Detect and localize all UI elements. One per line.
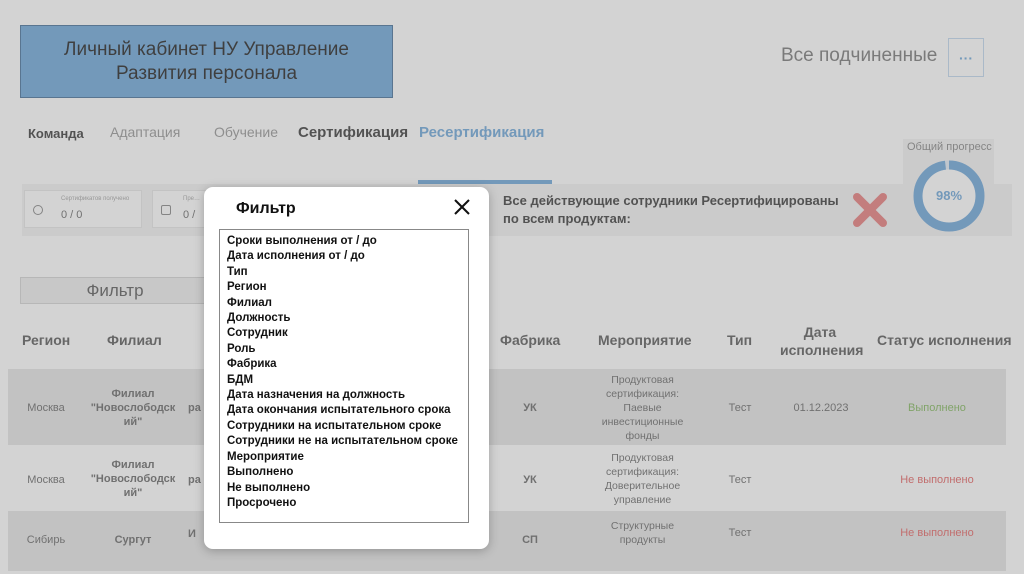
recertification-status-text: Все действующие сотрудники Ресертифицированы по всем продуктам: bbox=[503, 193, 839, 226]
cell-factory: СП bbox=[522, 534, 538, 546]
filter-option[interactable]: Роль bbox=[227, 342, 256, 355]
tab-certification[interactable]: Сертификация bbox=[298, 124, 409, 141]
cell-branch: Сургут bbox=[114, 534, 152, 546]
cell-date: 01.12.2023 bbox=[793, 402, 849, 414]
filter-option[interactable]: Выполнено bbox=[227, 466, 294, 479]
filter-option[interactable]: Сотрудники на испытательном сроке bbox=[227, 419, 442, 432]
cell-region: Сибирь bbox=[26, 534, 66, 546]
stat-value: 0 / bbox=[183, 209, 196, 221]
filter-option[interactable]: Дата окончания испытательного срока bbox=[227, 404, 451, 417]
stat-label: Сертификатов получено bbox=[61, 196, 130, 202]
cell-branch: Филиал "Новослободск ий" bbox=[90, 388, 176, 428]
filter-option[interactable]: Должность bbox=[227, 312, 291, 325]
column-header-status[interactable]: Статус исполнения bbox=[877, 332, 1012, 348]
tab-team[interactable]: Команда bbox=[28, 126, 84, 141]
filter-option[interactable]: Дата исполнения от / до bbox=[227, 250, 365, 263]
more-options-button[interactable]: ··· bbox=[948, 38, 984, 77]
filter-option[interactable]: Дата назначения на должность bbox=[227, 389, 406, 402]
cell-truncated: И bbox=[188, 528, 196, 540]
column-header-branch[interactable]: Филиал bbox=[107, 332, 162, 348]
filter-option[interactable]: Регион bbox=[227, 281, 267, 294]
stat-label: Пре… bbox=[183, 196, 200, 202]
cell-status: Не выполнено bbox=[900, 527, 974, 539]
cell-status: Выполнено bbox=[908, 402, 966, 414]
tab-learning[interactable]: Обучение bbox=[214, 124, 279, 140]
cell-region: Москва bbox=[27, 474, 65, 486]
filter-option[interactable]: БДМ bbox=[227, 373, 254, 386]
cell-event: Продуктовая сертификация: Паевые инвестиционные фонды bbox=[601, 374, 684, 442]
filter-options-list bbox=[219, 229, 469, 523]
filter-option[interactable]: Филиал bbox=[227, 296, 272, 309]
cell-type: Тест bbox=[728, 474, 752, 486]
column-header-date[interactable]: Дата исполнения bbox=[780, 324, 864, 358]
filter-option[interactable]: Мероприятие bbox=[227, 450, 304, 463]
column-header-event[interactable]: Мероприятие bbox=[598, 332, 692, 348]
filter-option[interactable]: Сотрудник bbox=[227, 327, 288, 340]
filter-option[interactable]: Просрочено bbox=[227, 496, 297, 509]
filter-option[interactable]: Тип bbox=[227, 265, 248, 278]
filter-dialog-title: Фильтр bbox=[236, 200, 296, 217]
filter-dialog bbox=[204, 187, 489, 549]
cell-truncated: ра bbox=[188, 474, 201, 486]
filter-option[interactable]: Не выполнено bbox=[227, 481, 311, 494]
progress-label: Общий прогресс bbox=[907, 141, 992, 153]
progress-value: 98% bbox=[935, 188, 963, 203]
cell-factory: УК bbox=[523, 474, 537, 486]
cell-truncated: ра bbox=[188, 402, 201, 414]
filter-option[interactable]: Сотрудники не на испытательном сроке bbox=[227, 435, 458, 448]
filter-button[interactable]: Фильтр bbox=[20, 277, 210, 304]
filter-option[interactable]: Сроки выполнения от / до bbox=[227, 235, 377, 247]
column-header-region[interactable]: Регион bbox=[22, 332, 71, 348]
tab-adaptation[interactable]: Адаптация bbox=[110, 124, 181, 140]
column-header-type[interactable]: Тип bbox=[727, 332, 753, 348]
close-icon[interactable] bbox=[452, 197, 472, 217]
cell-factory: УК bbox=[523, 402, 537, 414]
cell-event: Продуктовая сертификация: Доверительное управление bbox=[604, 452, 681, 506]
cell-branch: Филиал "Новослободск ий" bbox=[90, 459, 176, 499]
cell-type: Тест bbox=[728, 402, 752, 414]
cabinet-title: Личный кабинет НУ Управление Развития персонала bbox=[64, 38, 349, 84]
subordinates-label[interactable]: Все подчиненные bbox=[781, 45, 938, 66]
filter-option[interactable]: Фабрика bbox=[227, 358, 277, 371]
stat-value: 0 / 0 bbox=[61, 209, 83, 221]
cell-region: Москва bbox=[27, 402, 65, 414]
cell-event: Структурные продукты bbox=[610, 520, 675, 546]
cell-status: Не выполнено bbox=[900, 474, 974, 486]
cell-type: Тест bbox=[728, 527, 752, 539]
column-header-factory[interactable]: Фабрика bbox=[500, 332, 561, 348]
tab-recertification[interactable]: Ресертификация bbox=[419, 124, 545, 141]
